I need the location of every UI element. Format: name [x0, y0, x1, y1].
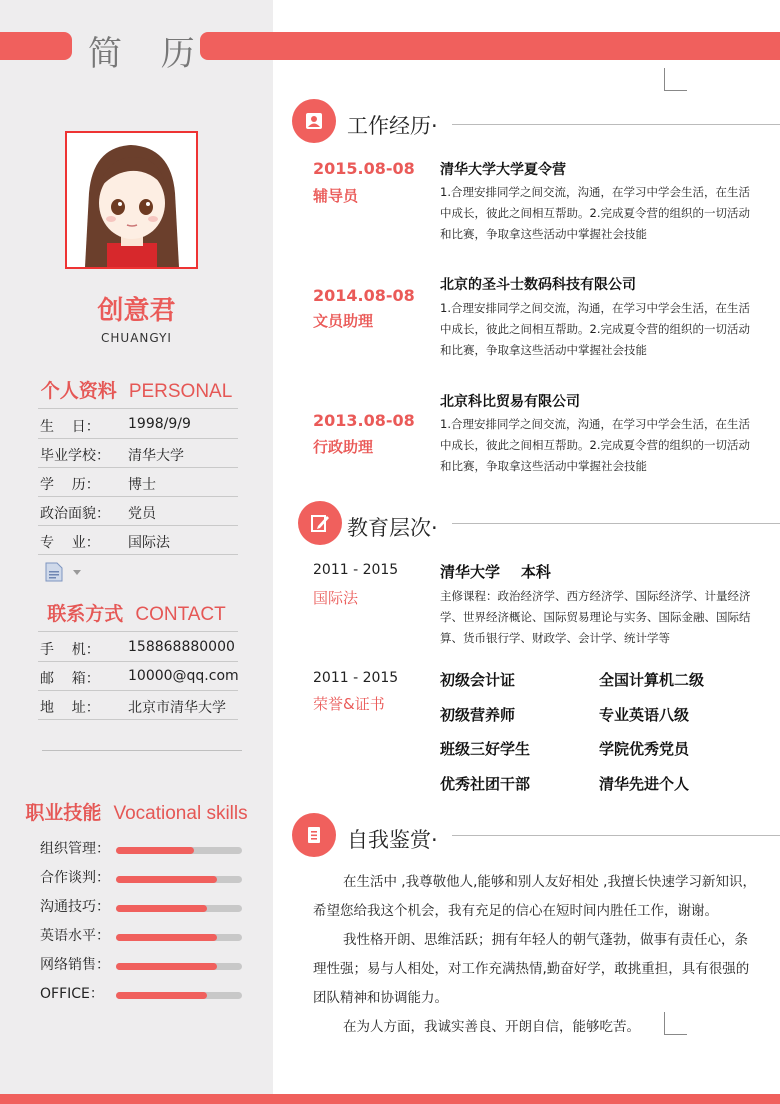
award-item: 班级三好学生	[440, 740, 531, 758]
edu-major: 国际法	[313, 589, 359, 607]
info-row-phone	[38, 633, 238, 662]
job-description: 1.合理安排同学之间交流，沟通，在学习中学会生活，在生活中成长，彼此之间相互帮助。2.完成夏令营的组织的一切活动和比赛，争取拿这些活动中掌握社会技能	[440, 417, 750, 473]
award-item: 初级营养师	[440, 706, 516, 724]
avatar-illustration	[67, 133, 196, 267]
info-value: 10000@qq.com	[128, 668, 239, 684]
personal-heading	[0, 376, 273, 403]
personal-heading-en: PERSONAL	[128, 381, 233, 402]
document-icon	[303, 824, 325, 846]
pencil-icon	[309, 512, 331, 534]
info-value: 博士	[128, 477, 156, 493]
job-description: 1.合理安排同学之间交流，沟通，在学习中学会生活，在生活中成长，彼此之间相互帮助。2.完成夏令营的组织的一切活动和比赛，争取拿这些活动中掌握社会技能	[440, 185, 750, 241]
skill-bar-fill	[116, 992, 207, 999]
job-date: 2015.08-08	[313, 159, 415, 178]
job-company: 清华大学大学夏令营	[440, 162, 566, 178]
info-row-major	[38, 526, 238, 555]
avatar	[65, 131, 198, 269]
header-bar-left	[0, 32, 72, 60]
skill-bar-fill	[116, 876, 217, 883]
contact-heading	[0, 599, 273, 626]
corner-mark	[664, 68, 687, 91]
info-value: 北京市清华大学	[128, 700, 226, 716]
info-value: 国际法	[128, 535, 170, 551]
self-eval-heading: 自我鉴赏·	[347, 828, 438, 852]
award-item: 清华先进个人	[599, 775, 690, 793]
skill-item	[40, 838, 245, 858]
award-item: 初级会计证	[440, 671, 516, 689]
skill-name: 合作谈判：	[40, 870, 110, 886]
skill-item	[40, 896, 245, 916]
job-role: 行政助理	[313, 438, 374, 456]
self-eval-section-icon	[292, 813, 336, 857]
skill-name: 组织管理：	[40, 841, 110, 857]
skill-bar-track	[116, 992, 242, 999]
page-title: 简 历	[88, 34, 209, 74]
info-row-email	[38, 662, 238, 691]
job-company: 北京的圣斗士数码科技有限公司	[440, 277, 636, 293]
person-pinyin: CHUANGYI	[101, 331, 172, 345]
skill-name: 沟通技巧：	[40, 899, 110, 915]
work-section-icon	[292, 99, 336, 143]
job-role: 文员助理	[313, 312, 374, 330]
skills-heading	[0, 798, 273, 825]
info-value: 1998/9/9	[128, 416, 191, 432]
info-row-birthday	[38, 410, 238, 439]
info-key: 专 业：	[40, 535, 100, 551]
skill-bar-fill	[116, 847, 194, 854]
document-icon[interactable]	[44, 562, 84, 586]
skills-heading-cn: 职业技能	[25, 802, 102, 824]
header-bar-right	[200, 32, 780, 60]
self-eval-paragraph: 我性格开朗、思维活跃；拥有年轻人的朝气蓬勃，做事有责任心，条理性强；易与人相处，对工作充满热情,勤奋好学，敢挑重担，具有很强的团队精神和协调能力。	[313, 932, 750, 1006]
award-item: 专业英语八级	[599, 706, 690, 724]
skill-item	[40, 983, 245, 1003]
skill-item	[40, 867, 245, 887]
skill-bar-track	[116, 847, 242, 854]
info-key: 地 址：	[40, 700, 100, 716]
info-key: 生 日：	[40, 419, 100, 435]
footer-bar	[0, 1094, 780, 1104]
info-row-degree	[38, 468, 238, 497]
skill-bar-fill	[116, 905, 207, 912]
award-item: 优秀社团干部	[440, 775, 531, 793]
job-description: 1.合理安排同学之间交流，沟通，在学习中学会生活，在生活中成长，彼此之间相互帮助。2.完成夏令营的组织的一切活动和比赛，争取拿这些活动中掌握社会技能	[440, 301, 750, 357]
job-date: 2014.08-08	[313, 286, 415, 305]
job-company: 北京科比贸易有限公司	[440, 394, 580, 410]
edu-date: 2011 - 2015	[313, 562, 399, 578]
self-eval-paragraph: 在生活中 ,我尊敬他人,能够和别人友好相处 ,我擅长快速学习新知识，希望您给我这个机会，我有充足的信心在短时间内胜任工作，谢谢。	[313, 874, 756, 919]
divider	[42, 750, 242, 751]
info-key: 邮 箱：	[40, 671, 100, 687]
info-value: 清华大学	[128, 448, 184, 464]
skill-bar-track	[116, 934, 242, 941]
divider	[38, 408, 238, 409]
skill-name: OFFICE：	[40, 986, 104, 1002]
honors-label: 荣誉&证书	[313, 695, 385, 713]
person-name: 创意君	[97, 296, 176, 326]
honors-date: 2011 - 2015	[313, 670, 399, 686]
education-section-icon	[298, 501, 342, 545]
skill-bar-fill	[116, 934, 217, 941]
info-value: 党员	[128, 506, 156, 522]
personal-heading-cn: 个人资料	[40, 380, 117, 402]
skill-item	[40, 925, 245, 945]
self-eval-paragraph: 在为人方面，我诚实善良、开朗自信，能够吃苦。	[343, 1019, 640, 1035]
heading-line	[452, 124, 780, 125]
info-value: 158868880000	[128, 639, 235, 655]
job-role: 辅导员	[313, 187, 359, 205]
education-heading: 教育层次·	[347, 516, 438, 540]
edu-courses: 主修课程：政治经济学、西方经济学、国际经济学、计量经济学、世界经济概论、国际贸易理论与实务、国际金融、国际结算、货币银行学、财政学、会计学、统计学等	[440, 589, 751, 645]
skill-item	[40, 954, 245, 974]
award-item: 全国计算机二级	[599, 671, 705, 689]
work-heading: 工作经历·	[347, 114, 438, 138]
info-key: 政治面貌：	[40, 506, 110, 522]
edu-school: 清华大学 本科	[440, 563, 551, 581]
skill-bar-track	[116, 876, 242, 883]
info-key: 毕业学校：	[40, 448, 110, 464]
info-row-address	[38, 691, 238, 720]
divider	[38, 631, 238, 632]
skill-name: 英语水平：	[40, 928, 110, 944]
skill-bar-track	[116, 905, 242, 912]
info-row-politics	[38, 497, 238, 526]
briefcase-icon	[303, 110, 325, 132]
contact-heading-cn: 联系方式	[47, 603, 124, 625]
info-key: 手 机：	[40, 642, 100, 658]
heading-line	[452, 835, 780, 836]
info-row-school	[38, 439, 238, 468]
heading-line	[452, 523, 780, 524]
info-key: 学 历：	[40, 477, 100, 493]
award-item: 学院优秀党员	[599, 740, 690, 758]
contact-heading-en: CONTACT	[135, 604, 226, 625]
skills-heading-en: Vocational skills	[113, 803, 248, 824]
skill-bar-fill	[116, 963, 217, 970]
skill-name: 网络销售：	[40, 957, 110, 973]
job-date: 2013.08-08	[313, 411, 415, 430]
skill-bar-track	[116, 963, 242, 970]
